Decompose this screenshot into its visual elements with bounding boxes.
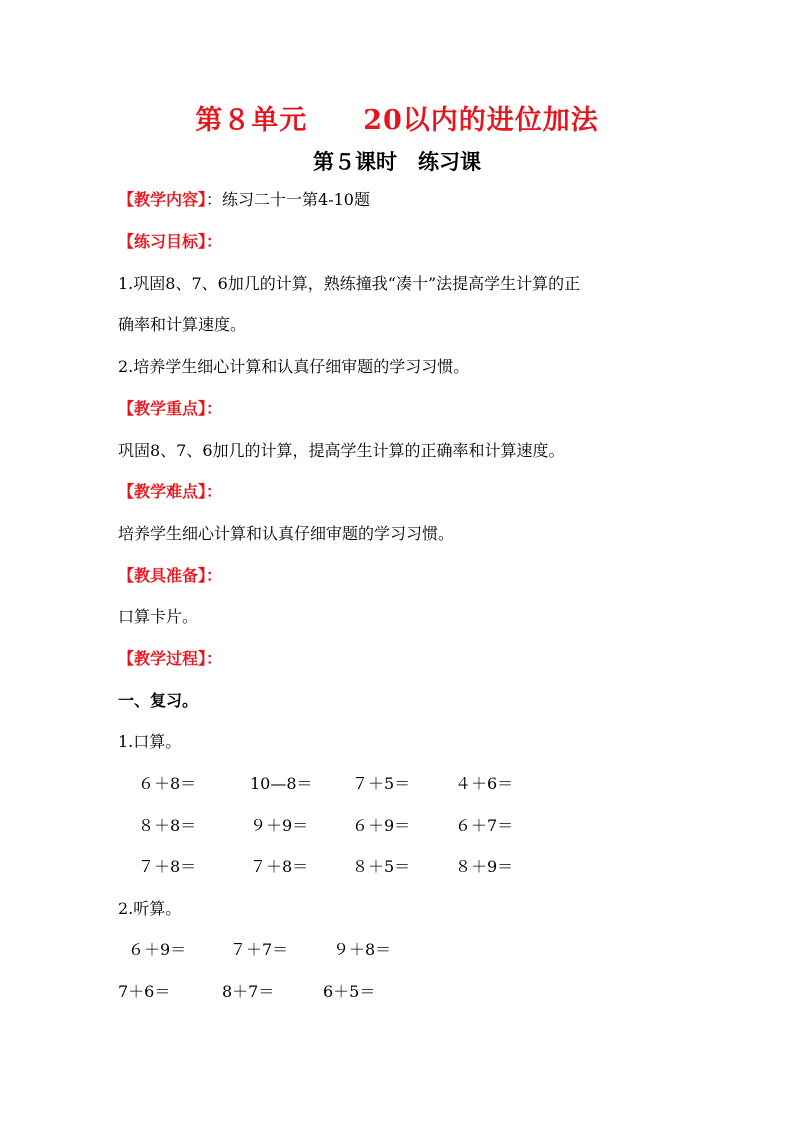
oral-expr-r3c1: ７＋8＝ [138, 857, 197, 876]
listening-expr-r2c1: 7＋6＝ [118, 982, 171, 1001]
difficulties-colon: ： [206, 482, 223, 501]
goals-colon: ： [206, 232, 223, 251]
materials-heading [118, 566, 222, 586]
oral-expr-r3c2: ７＋8＝ [250, 857, 309, 876]
oral-expr-r2c2: ９＋9＝ [250, 816, 309, 835]
oral-expr-r1c1: ６＋8＝ [138, 774, 197, 793]
goal-item-1-line-1: 1.巩固8、7、6加几的计算，熟练撞我“凑十”法提高学生计算的正 [118, 274, 581, 293]
section-review-heading: 一、复习。 [118, 691, 199, 710]
document-subtitle: 第５课时 练习课 [313, 149, 481, 174]
oral-expr-r2c3: ６＋9＝ [352, 816, 411, 835]
goals-label: 【练习目标】 [118, 232, 207, 251]
oral-expr-r2c1: ８＋8＝ [138, 816, 197, 835]
listening-expr-r1c1: ６＋9＝ [128, 940, 187, 959]
teaching-content-label: 【教学内容】 [118, 190, 207, 209]
process-colon: ： [206, 649, 223, 668]
document-title: 第８单元 20以内的进位加法 [195, 105, 599, 136]
oral-expr-r3c4: ８＋9＝ [455, 857, 514, 876]
listening-expr-r2c2: 8＋7＝ [222, 982, 275, 1001]
oral-calc-heading: 1.口算。 [118, 732, 182, 751]
key-points-text: 巩固8、7、6加几的计算，提高学生计算的正确率和计算速度。 [118, 441, 565, 460]
goal-item-2: 2.培养学生细心计算和认真仔细审题的学习习惯。 [118, 357, 470, 376]
key-points-label: 【教学重点】 [118, 399, 207, 418]
difficulties-label: 【教学难点】 [118, 482, 207, 501]
goal-item-1-line-2: 确率和计算速度。 [118, 315, 247, 334]
materials-label: 【教具准备】 [118, 566, 207, 585]
materials-text: 口算卡片。 [118, 607, 199, 626]
oral-expr-r1c2: 10—8＝ [250, 774, 313, 793]
key-points-heading [118, 399, 222, 419]
teaching-content-line [118, 190, 370, 210]
oral-expr-r2c4: ６＋7＝ [455, 816, 514, 835]
difficulties-text: 培养学生细心计算和认真仔细审题的学习习惯。 [118, 524, 455, 543]
process-label: 【教学过程】 [118, 649, 207, 668]
oral-expr-r3c3: ８＋5＝ [352, 857, 411, 876]
listening-expr-r2c3: 6＋5＝ [323, 982, 376, 1001]
difficulties-heading [118, 482, 222, 502]
oral-expr-r1c3: ７＋5＝ [352, 774, 411, 793]
goals-heading [118, 232, 222, 252]
key-points-colon: ： [206, 399, 223, 418]
listening-calc-heading: 2.听算。 [118, 899, 182, 918]
listening-expr-r1c3: ９＋8＝ [333, 940, 392, 959]
teaching-content-text: ：练习二十一第4-10题 [206, 190, 370, 209]
materials-colon: ： [206, 566, 223, 585]
listening-expr-r1c2: ７＋7＝ [230, 940, 289, 959]
oral-expr-r1c4: ４＋6＝ [455, 774, 514, 793]
process-heading [118, 649, 222, 669]
